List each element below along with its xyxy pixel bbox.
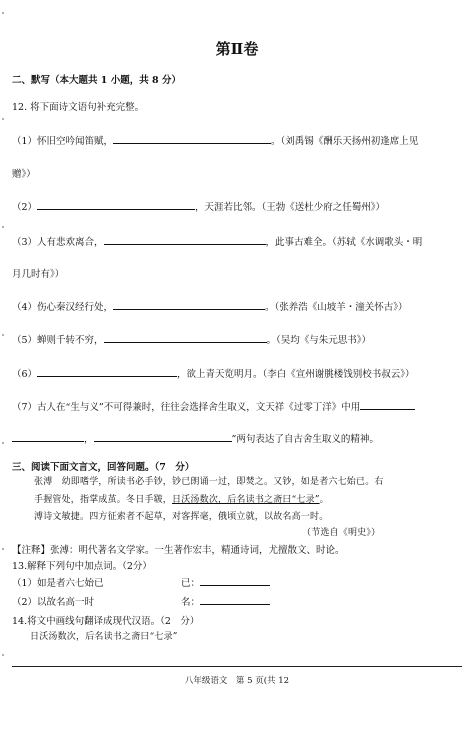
q13-item2-answer	[181, 594, 270, 608]
q12-line7	[12, 399, 415, 413]
q12-line7-end: ”两句表达了自古舍生取义的精神。	[231, 434, 379, 445]
answer-blank[interactable]	[104, 234, 266, 245]
answer-blank[interactable]	[113, 299, 265, 310]
q12-line1-start: （1）怀旧空吟闻笛赋，	[12, 136, 114, 147]
answer-blank[interactable]	[200, 575, 270, 586]
binding-dot	[2, 334, 4, 336]
q12-line1	[12, 133, 418, 147]
q12-line5-start: （5）蝉则千转不穷，	[12, 335, 104, 346]
section3-heading: 三、阅读下面文言文，回答问题。（7 分）	[12, 462, 195, 473]
q13-stem: 13.解释下列句中加点词。（2分）	[12, 561, 152, 572]
q13-item1-word: 已：	[181, 578, 201, 589]
q12-line3-end: ，此事古难全。（苏轼《水调歌头・明	[265, 237, 423, 248]
binding-dot	[2, 118, 4, 120]
answer-blank[interactable]	[360, 399, 415, 410]
q12-line5-end: 。（吴均《与朱元思书》）	[266, 335, 372, 346]
passage-line3: 溥诗文敏捷。四方征索者不起草，对客挥毫，俄顷立就，以故名高一时。	[34, 512, 329, 522]
binding-dot	[2, 226, 4, 228]
q13-item2-word: 名：	[181, 597, 201, 608]
q12-line6	[12, 366, 415, 380]
q12-stem: 12. 将下面诗文语句补充完整。	[12, 102, 145, 113]
q13-item2: （2）以故名高一时	[12, 597, 95, 608]
passage-line2-end: 。	[319, 495, 329, 505]
answer-blank[interactable]	[37, 199, 195, 210]
q14-stem: 14.将文中画线句翻译成现代汉语。（2 分）	[12, 616, 200, 627]
answer-blank[interactable]	[37, 366, 177, 377]
q12-line2-start: （2）	[12, 202, 38, 213]
passage-line2	[34, 492, 329, 505]
q12-line5	[12, 332, 371, 346]
q12-line1-cont: 赠》）	[12, 169, 36, 180]
page-footer: 八年级语文 第 5 页(共 12	[184, 676, 290, 686]
q14-sentence: 日沃汤数次，后名读书之斋曰“七录”	[30, 632, 178, 642]
answer-blank[interactable]	[200, 594, 270, 605]
q12-line4-end: 。（张养浩《山坡羊・潼关怀古》）	[265, 302, 408, 313]
binding-dot	[2, 12, 4, 14]
q12-line1-end: 。（刘禹锡《酬乐天扬州初逢席上见	[271, 136, 419, 147]
q12-line6-start: （6）	[12, 369, 38, 380]
passage-line1: 张溥 幼即嗜学，所读书必手钞，钞已朗诵一过，即焚之。又钞，如是者六七始已。右	[34, 477, 384, 487]
q12-line3-start: （3）人有悲欢离合，	[12, 237, 104, 248]
q12-line7-comma: ，	[84, 434, 94, 445]
footer-divider	[12, 666, 462, 667]
q12-line4-start: （4）伤心秦汉经行处，	[12, 302, 114, 313]
q12-line2	[12, 199, 385, 213]
binding-dot	[2, 654, 4, 656]
answer-blank[interactable]	[104, 332, 267, 343]
q12-line4	[12, 299, 408, 313]
section2-heading: 二、默写（本大题共 1 小题，共 8 分）	[12, 75, 181, 86]
binding-dot	[2, 548, 4, 550]
q12-line6-end: ，欲上青天览明月。（李白《宣州谢朓楼饯别校书叔云》）	[177, 369, 415, 380]
q12-line7-cont	[12, 431, 379, 445]
q13-item1-answer	[181, 575, 270, 589]
binding-dot	[2, 442, 4, 444]
answer-blank[interactable]	[113, 133, 271, 144]
q12-line3-cont: 月几时有》）	[12, 269, 65, 280]
q13-item1: （1）如是者六七始已	[12, 578, 104, 589]
q12-line3	[12, 234, 422, 248]
passage-line2-start: 手握管处，指掌成茧。冬日手皲，	[34, 495, 173, 505]
answer-blank[interactable]	[12, 431, 84, 442]
q12-line7-start: （7）古人在“生与义”不可得兼时，往往会选择舍生取义，文天祥《过零丁洋》中用	[12, 402, 361, 413]
answer-blank[interactable]	[94, 431, 232, 442]
page-title: 第Ⅱ卷	[215, 40, 259, 58]
passage-note: 【注释】张溥：明代著名文学家。一生著作宏丰，精通诗词，尤擅散文、时论。	[12, 545, 345, 556]
underlined-sentence: 日沃汤数次，后名读书之斋曰“七录”	[172, 495, 320, 505]
q12-line2-end: ，天涯若比邻。（王勃《送杜少府之任蜀州》）	[195, 202, 386, 213]
passage-source: （节选自《明史》）	[302, 528, 381, 538]
